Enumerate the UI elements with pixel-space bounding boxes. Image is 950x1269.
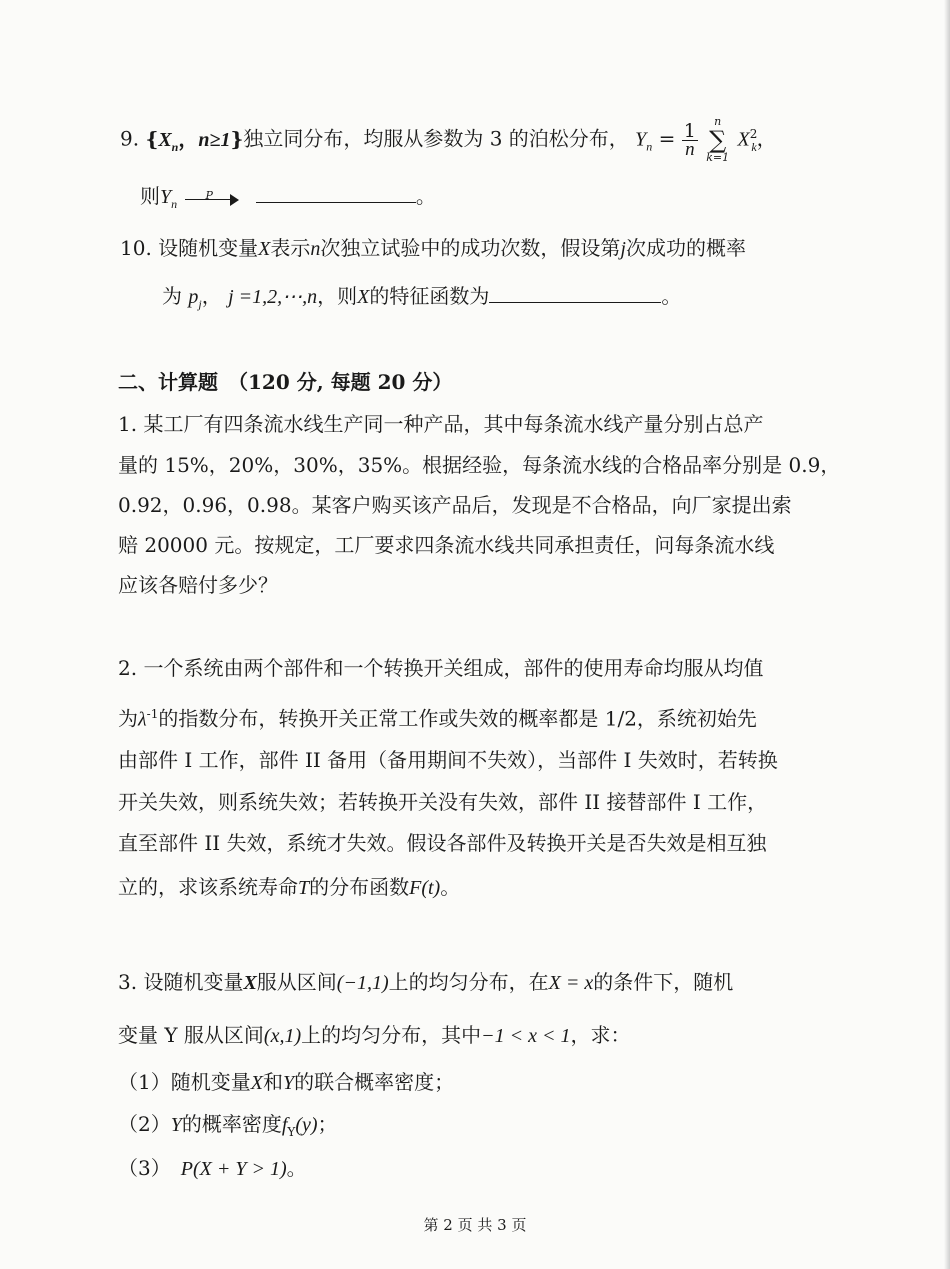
q10-line1: 10. 设随机变量X表示n次独立试验中的成功次数，假设第j次成功的概率 xyxy=(120,236,746,260)
page-number-footer: 第 2 页 共 3 页 xyxy=(423,1216,527,1234)
sub-question-2: （2）Y的概率密度$f_Y(y)$； xyxy=(118,1112,338,1139)
exam-page: 9. {$X_n$，n≥1}独立同分布，均服从参数为 3 的泊松分布， $Y_n$ = $\frac{1}{n}$ n ∑ k=1 $X^2_k$， 则$Y_n$ P 。 10. 设随机变量X表示n次独立试验中的成功次数，假设第j次成功的概率 为 $p_j$， j =1,2,⋯,n，则X的特征函数为 。 二、计算题 （120 分, 每题 20 分） 1. 某工厂有四条流水线生产同一种产品，其中每条流水线产量分别占总产 量的 15%，20%，30%，35%。根据经验，每条流水线的合格品率分别是 0.9， 0.92，0.96，0.98。某客户购买该产品后，发现是不合格品，向厂家提出索 赔 20000 元。按规定，工厂要求四条流水线共同承担责任，问每条流水线 应该各赔付多少？ 2. 一个系统由两个部件和一个转换开关组成，部件的使用寿命均服从均值 为$\lambda^{-1}$的指数分布，转换开关正常工作或失效的概率都是 1/2，系统初始先 由部件 I 工作，部件 II 备用（备用期间不失效），当部件 I 失效时，若转换 开关失效，则系统失效；若转换开关没有失效，部件 II 接替部件 I 工作， 直至部件 II 失效，系统才失效。假设各部件及转换开关是否失效是相互独 立的，求该系统寿命T的分布函数F(t)。 3. 设随机变量X服从区间(−1,1)上的均匀分布，在X = x的条件下，随机 变量 Y 服从区间(x,1)上的均匀分布，其中−1 < x < 1，求： （1）随机变量X和Y的联合概率密度； （2）Y的概率密度$f_Y(y)$； （3） P(X + Y > 1)。 第 2 页 共 3 页 xyxy=(0,0,950,1269)
q9-formula: $Y_n$ = $\frac{1}{n}$ n ∑ k=1 $X^2_k$， xyxy=(635,115,777,164)
sub-question-3: （3） P(X + Y > 1)。 xyxy=(118,1156,307,1180)
convergence-arrow-icon: P xyxy=(183,188,241,208)
sub-question-1: （1）随机变量X和Y的联合概率密度； xyxy=(118,1070,455,1094)
q9-line2: 则$Y_n$ P 。 xyxy=(140,180,436,218)
page-edge-shadow xyxy=(944,0,950,1269)
q9-number: 9. xyxy=(120,126,140,151)
q10-answer-blank[interactable] xyxy=(489,280,661,303)
q9-set: {$X_n$，n≥1} xyxy=(145,126,244,154)
summation-symbol: n ∑ k=1 xyxy=(706,115,730,164)
section-title: 二、计算题 （120 分, 每题 20 分） xyxy=(118,370,453,394)
q9-text: 独立同分布，均服从参数为 3 的泊松分布， xyxy=(243,126,629,151)
q9-answer-blank[interactable] xyxy=(256,180,416,203)
q9-line1 xyxy=(120,116,777,164)
q10-line2: 为 $p_j$， j =1,2,⋯,n，则X的特征函数为 。 xyxy=(162,280,681,318)
